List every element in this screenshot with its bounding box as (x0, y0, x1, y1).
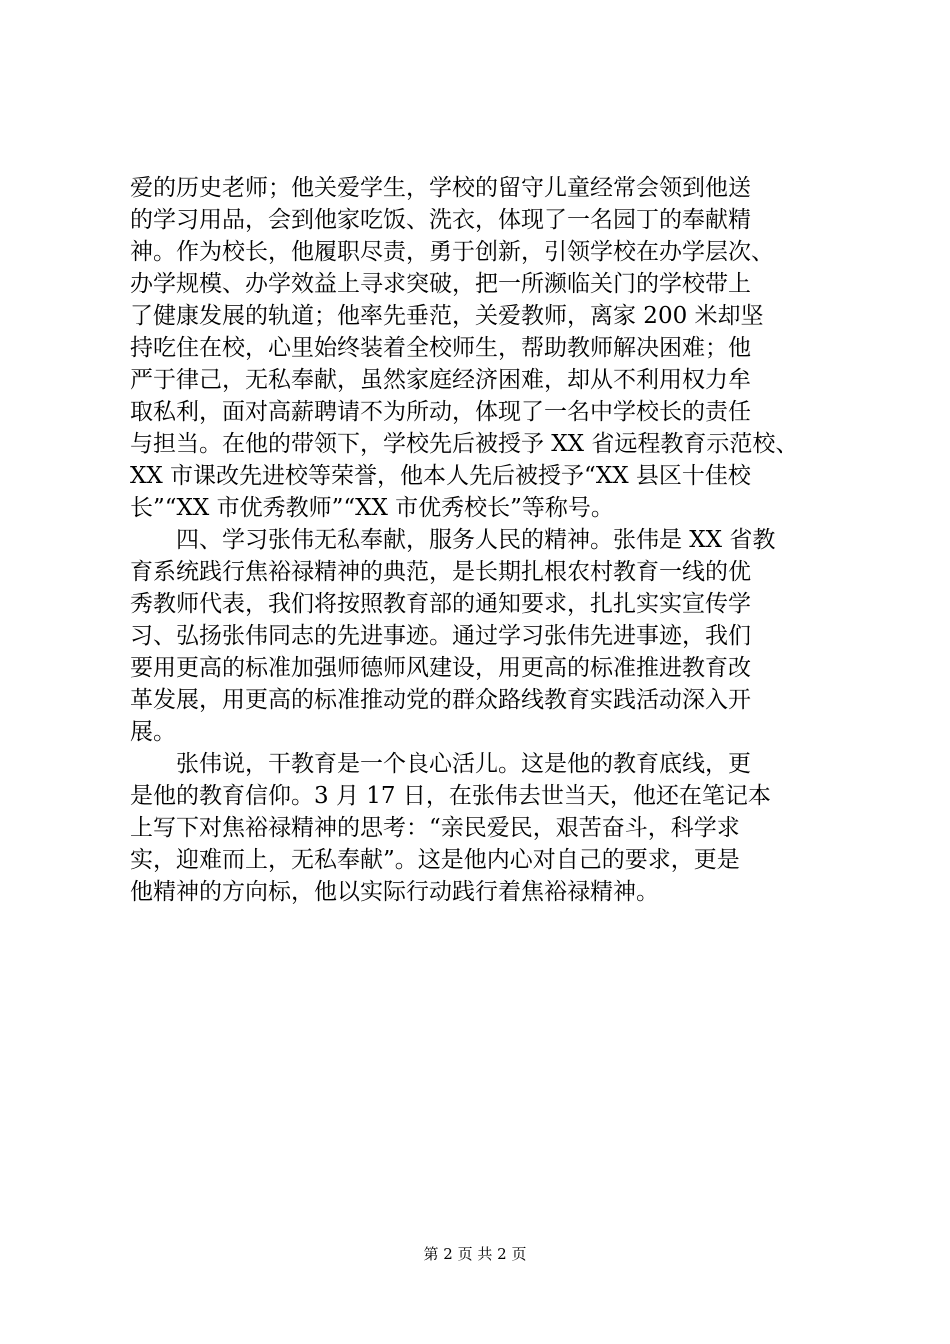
text-line: 办学规模、办学效益上寻求突破，把一所濒临关门的学校带上 (130, 271, 751, 297)
text-line: XX 市课改先进校等荣誉，他本人先后被授予“XX 县区十佳校 (130, 463, 751, 489)
text-line: 四、学习张伟无私奉献，服务人民的精神。张伟是 XX 省教 (130, 527, 776, 553)
text-line: 与担当。在他的带领下，学校先后被授予 XX 省远程教育示范校、 (130, 431, 799, 457)
text-line: 育系统践行焦裕禄精神的典范，是长期扎根农村教育一线的优 (130, 559, 751, 585)
text-line: 展。 (130, 719, 176, 745)
page-number-footer: 第 2 页 共 2 页 (423, 1245, 527, 1263)
text-line: 习、弘扬张伟同志的先进事迹。通过学习张伟先进事迹，我们 (130, 623, 751, 649)
text-line: 实，迎难而上，无私奉献”。这是他内心对自己的要求，更是 (130, 847, 740, 873)
text-line: 的学习用品，会到他家吃饭、洗衣，体现了一名园丁的奉献精 (130, 207, 751, 233)
text-line: 革发展，用更高的标准推动党的群众路线教育实践活动深入开 (130, 687, 751, 713)
text-line: 要用更高的标准加强师德师风建设，用更高的标准推进教育改 (130, 655, 751, 681)
text-line: 严于律己，无私奉献，虽然家庭经济困难，却从不利用权力牟 (130, 367, 751, 393)
text-line: 秀教师代表，我们将按照教育部的通知要求，扎扎实实宣传学 (130, 591, 751, 617)
text-line: 神。作为校长，他履职尽责，勇于创新，引领学校在办学层次、 (130, 239, 774, 265)
document-body (130, 172, 830, 908)
text-line: 爱的历史老师；他关爱学生，学校的留守儿童经常会领到他送 (130, 175, 751, 201)
text-line: 持吃住在校，心里始终装着全校师生，帮助教师解决困难；他 (130, 335, 751, 361)
text-line: 他精神的方向标，他以实际行动践行着焦裕禄精神。 (130, 879, 659, 905)
text-line: 张伟说，干教育是一个良心活儿。这是他的教育底线，更 (130, 751, 751, 777)
text-line: 取私利，面对高薪聘请不为所动，体现了一名中学校长的责任 (130, 399, 751, 425)
text-line: 了健康发展的轨道；他率先垂范，关爱教师，离家 200 米却坚 (130, 303, 764, 329)
text-line: 长”“XX 市优秀教师”“XX 市优秀校长”等称号。 (130, 495, 614, 521)
text-line: 是他的教育信仰。3 月 17 日，在张伟去世当天，他还在笔记本 (130, 783, 771, 809)
text-line: 上写下对焦裕禄精神的思考：“亲民爱民，艰苦奋斗，科学求 (130, 815, 740, 841)
